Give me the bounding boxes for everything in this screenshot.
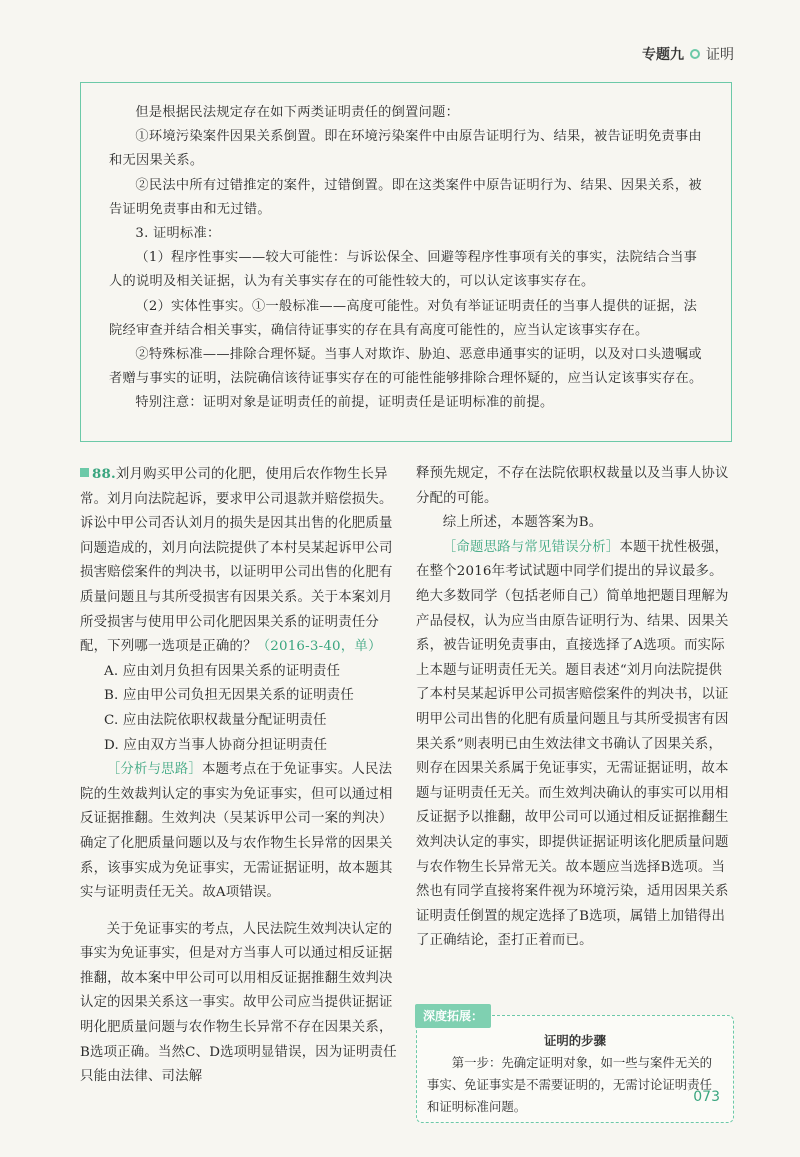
error-analysis: ［命题思路与常见错误分析］本题干扰性极强，在整个2016年考试试题中同学们提出的异议最多。绝大多数同学（包括老师自己）简单地把题目理解为产品侵权，认为应当由原告证明行为、结果、因果关系，被告证明免责事由，直接选择了A选项。而实际上本题与证明责任无关。题目表述“刘月向法院提供了本村吴某起诉甲公司损害赔偿案件的判决书，以证明甲公司出售的化肥有质量问题且与其所受损害有因果关系”则表明已由生效法律文书确认了因果关系，则存在因果关系属于免证事实，无需证据证明，故本题与证明责任无关。而生效判决确认的事实可以用相反证据予以推翻，故甲公司可以通过相反证据推翻生效判决认定的事实，即提供证据证明该化肥质量问题与农作物生长异常无关。故本题应当选择B选项。当然也有同学直接将案件视为环境污染，适用因果关系证明责任倒置的规定选择了B选项，属错上加错得出了正确结论，歪打正着而已。	[416, 539, 729, 949]
deep-extension-label: 深度拓展：	[415, 1004, 491, 1028]
summary-line: ②特殊标准——排除合理怀疑。当事人对欺诈、胁迫、恶意串通事实的证明，以及对口头遗嘱或者赠与事实的证明，法院确信该待证事实存在的可能性能够排除合理怀疑的，应当认定该事实存在。	[109, 347, 703, 387]
page-number: 073	[693, 1089, 720, 1105]
left-column	[80, 462, 398, 1090]
deep-extension-text: 第一步：先确定证明对象，如一些与案件无关的事实、免证事实是不需要证明的，无需讨论证明责任和证明标准问题。	[427, 1055, 712, 1114]
question-marker-icon	[80, 468, 89, 477]
summary-line: 3. 证明标准：	[135, 226, 221, 242]
circle-icon	[690, 49, 700, 59]
option-a: A. 应由刘月负担有因果关系的证明责任	[104, 663, 341, 679]
analysis-tag: ［分析与思路］	[106, 762, 202, 778]
section-label: 证明	[706, 47, 734, 63]
running-header	[642, 44, 734, 64]
summary-line: ②民法中所有过错推定的案件，过错倒置。即在这类案件中原告证明行为、结果、因果关系，被告证明免责事由和无过错。	[109, 177, 702, 217]
summary-line: 但是根据民法规定存在如下两类证明责任的倒置问题：	[135, 105, 460, 120]
chapter-label: 专题九	[642, 47, 684, 63]
answer-line: 综上所述，本题答案为B。	[442, 515, 603, 531]
question-number: 88.	[92, 466, 116, 482]
deep-extension-box	[416, 1009, 734, 1123]
summary-line: （1）程序性事实——较大可能性：与诉讼保全、回避等程序性事项有关的事实，法院结合当事人的说明及相关证据，认为有关事实存在的可能性较大的，可以认定该事实存在。	[109, 250, 698, 290]
summary-line: （2）实体性事实。①一般标准——高度可能性。对负有举证证明责任的当事人提供的证据，法院经审查并结合相关事实，确信待证事实的存在具有高度可能性的，应当认定该事实存在。	[109, 298, 698, 338]
summary-line: 特别注意：证明对象是证明责任的前提，证明责任是证明标准的前提。	[135, 395, 554, 411]
summary-box	[80, 82, 732, 442]
option-d: D. 应由双方当事人协商分担证明责任	[104, 737, 328, 753]
analysis-paragraph: 关于免证事实的考点，人民法院生效判决认定的事实为免证事实，但是对方当事人可以通过相反证据推翻，故本案中甲公司可以用相反证据推翻生效判决认定的因果关系这一事实。故甲公司应当提供证据证明化肥质量问题与农作物生长异常不存在因果关系，B选项正确。当然C、D选项明显错误，因为证明责任只能由法律、司法解	[80, 921, 397, 1085]
analysis-paragraph: ［分析与思路］本题考点在于免证事实。人民法院的生效裁判认定的事实为免证事实，但可以通过相反证据推翻。生效判决（吴某诉甲公司一案的判决）确定了化肥质量问题以及与农作物生长异常的因果关系，该事实成为免证事实，无需证据证明，故本题其实与证明责任无关。故A项错误。	[80, 762, 393, 901]
error-analysis-tag: ［命题思路与常见错误分析］	[442, 539, 620, 555]
deep-extension-heading: 证明的步骤	[544, 1033, 606, 1048]
analysis-paragraph: 释预先规定，不存在法院依职权裁量以及当事人协议分配的可能。	[416, 466, 729, 506]
right-column	[416, 462, 734, 954]
question-text: 刘月购买甲公司的化肥，使用后农作物生长异常。刘月向法院起诉，要求甲公司退款并赔偿损失。诉讼中甲公司否认刘月的损失是因其出售的化肥质量问题造成的，刘月向法院提供了本村吴某起诉甲公司损害赔偿案件的判决书，以证明甲公司出售的化肥有质量问题且与其所受损害有因果关系。关于本案刘月所受损害与使用甲公司化肥因果关系的证明责任分配，下列哪一选项是正确的？	[80, 467, 393, 655]
option-b: B. 应由甲公司负担无因果关系的证明责任	[104, 688, 354, 704]
option-c: C. 应由法院依职权裁量分配证明责任	[104, 712, 327, 728]
question-stem	[80, 462, 398, 660]
question-source: （2016-3-40，单）	[256, 639, 382, 655]
summary-line: ①环境污染案件因果关系倒置。即在环境污染案件中由原告证明行为、结果，被告证明免责事由和无因果关系。	[109, 129, 702, 169]
